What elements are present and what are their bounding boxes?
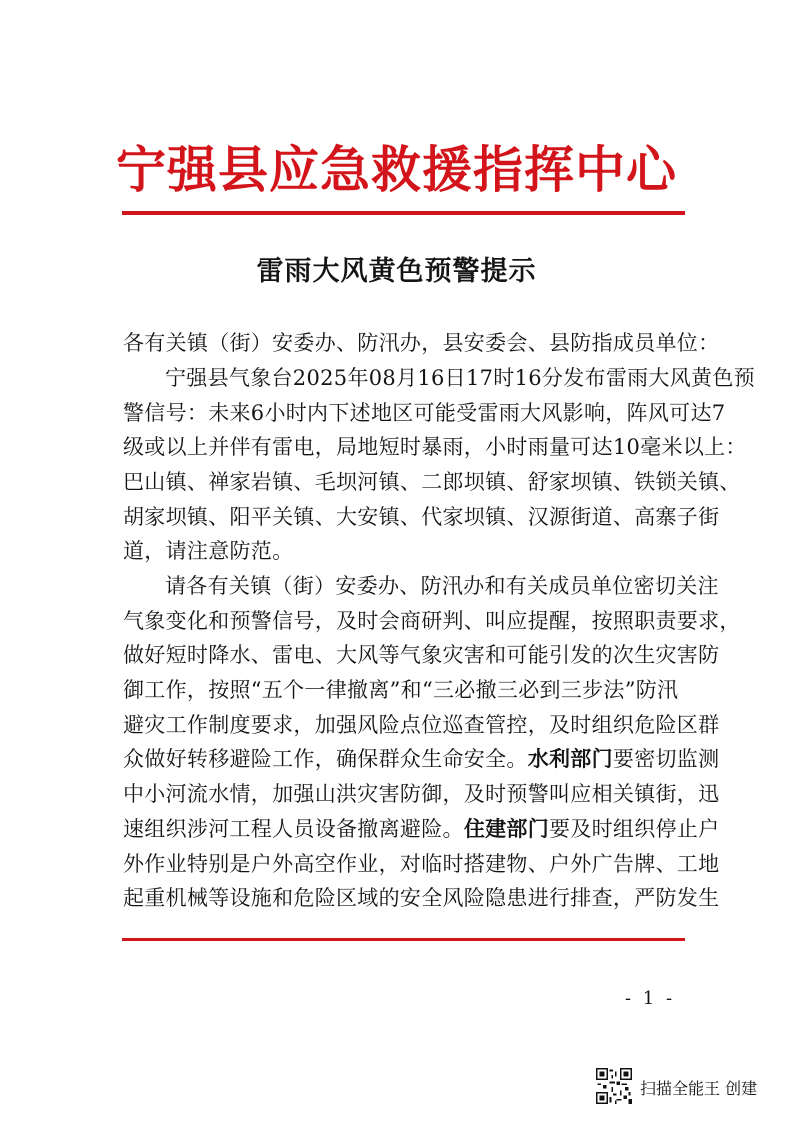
qr-code-icon	[596, 1068, 632, 1104]
paragraph-line: 气象变化和预警信号，及时会商研判、叫应提醒，按照职责要求，	[123, 608, 741, 633]
header-red-rule	[122, 211, 685, 215]
paragraph-line: 级或以上并伴有雷电，局地短时暴雨，小时雨量可达10毫米以上：	[123, 435, 747, 460]
paragraph-line: 避灾工作制度要求，加强风险点位巡查管控，及时组织危险区群	[123, 712, 720, 737]
notice-title: 雷雨大风黄色预警提示	[256, 256, 537, 287]
paragraph-text: 要及时组织停止户	[549, 816, 720, 841]
paragraph-line: 警信号：未来6小时内下述地区可能受雷雨大风影响，阵风可达7	[123, 400, 726, 425]
paragraph-line: 巴山镇、禅家岩镇、毛坝河镇、二郎坝镇、舒家坝镇、铁锁关镇、	[123, 470, 741, 495]
paragraph-line: 外作业特别是户外高空作业，对临时搭建物、户外广告牌、工地	[123, 851, 720, 876]
paragraph-text: 速组织涉河工程人员设备撤离避险。	[123, 816, 464, 841]
paragraph-warning-info	[123, 361, 755, 569]
paragraph-line: 做好短时降水、雷电、大风等气象灾害和可能引发的次生灾害防	[123, 643, 720, 668]
salutation-line: 各有关镇（街）安委办、防汛办，县安委会、县防指成员单位：	[123, 331, 720, 355]
paragraph-text: 要密切监测	[612, 747, 720, 772]
paragraph-line: 宁强县气象台2025年08月16日17时16分发布雷雨大风黄色预	[165, 366, 755, 390]
paragraph-line	[123, 742, 720, 777]
paragraph-requirements	[123, 569, 741, 916]
paragraph-line: 请各有关镇（街）安委办、防汛办和有关成员单位密切关注	[165, 574, 719, 598]
paragraph-line: 中小河流水情，加强山洪灾害防御，及时预警叫应相关镇街，迅	[123, 782, 720, 807]
paragraph-line: 起重机械等设施和危险区域的安全风险隐患进行排查，严防发生	[123, 886, 720, 911]
watermark-text: 扫描全能王 创建	[640, 1079, 758, 1098]
page-number: - 1 -	[624, 988, 676, 1009]
paragraph-line	[123, 812, 720, 847]
bold-department-water: 水利部门	[527, 746, 613, 772]
bold-department-housing: 住建部门	[463, 815, 550, 841]
footer-red-rule	[122, 938, 685, 941]
issuer-header-title: 宁强县应急救援指挥中心	[116, 141, 677, 199]
paragraph-line: 道，请注意防范。	[123, 539, 294, 564]
paragraph-text: 众做好转移避险工作，确保群众生命安全。	[123, 747, 528, 772]
paragraph-line: 胡家坝镇、阳平关镇、大安镇、代家坝镇、汉源街道、高寨子街	[123, 504, 720, 529]
salutation	[123, 326, 720, 361]
paragraph-line: 御工作，按照“五个一律撤离”和“三必撤三必到三步法”防汛	[123, 678, 679, 703]
